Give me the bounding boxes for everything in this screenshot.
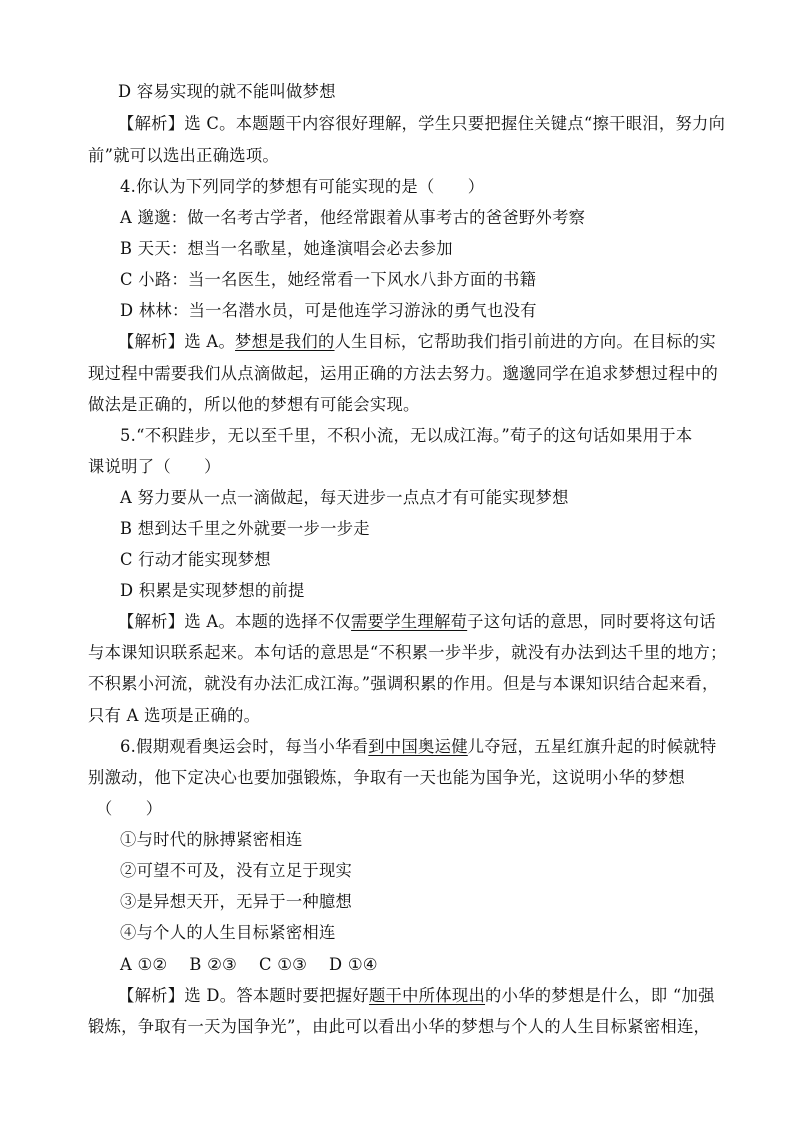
text-line xyxy=(118,332,716,352)
text-segment: A 邈邈：做一名考古学者，他经常跟着从事考古的爸爸野外考察 xyxy=(120,208,586,227)
text-segment: D 林林：当一名潜水员，可是他连学习游泳的勇气也没有 xyxy=(120,301,537,320)
text-line xyxy=(88,1017,710,1037)
text-line xyxy=(96,799,162,819)
text-line xyxy=(88,768,685,788)
text-segment: A ①② B ②③ C ①③ D ①④ xyxy=(120,955,378,974)
text-line xyxy=(120,426,692,446)
text-segment: 儿夺冠，五星红旗升起的时候就特 xyxy=(467,737,717,756)
text-line xyxy=(120,550,271,570)
underlined-text: 梦想是我们的 xyxy=(235,332,335,351)
text-segment: C 小路：当一名医生，她经常看一下风水八卦方面的书籍 xyxy=(120,270,537,289)
underlined-text: 到中国奥运健 xyxy=(368,737,468,756)
text-segment: 锻炼，争取有一天为国争光”，由此可以看出小华的梦想与个人的人生目标紧密相连， xyxy=(88,1017,711,1036)
text-line xyxy=(118,82,336,102)
text-line xyxy=(88,395,420,415)
text-segment: ④与个人的人生目标紧密相连 xyxy=(120,923,336,942)
text-line xyxy=(120,488,569,508)
text-segment: 只有 A 选项是正确的。 xyxy=(88,706,261,725)
text-line xyxy=(120,177,484,197)
underlined-text: 需要学生理解荀 xyxy=(351,612,468,631)
text-segment: D 容易实现的就不能叫做梦想 xyxy=(118,82,336,101)
text-segment: 【解析】选 D。答本题时要把握好 xyxy=(118,986,369,1005)
text-segment: （ ） xyxy=(96,799,163,818)
text-segment: 不积累小河流，就没有办法汇成江海。”强调积累的作用。但是与本课知识结合起来看， xyxy=(88,674,719,693)
text-line xyxy=(118,986,715,1006)
text-line xyxy=(120,955,378,975)
text-segment: B 想到达千里之外就要一步一步走 xyxy=(120,519,370,538)
text-segment: 人生目标，它帮助我们指引前进的方向。在目标的实 xyxy=(334,332,716,351)
text-line xyxy=(120,892,352,912)
text-segment: 【解析】选 C。本题题干内容很好理解，学生只要把握住关键点“擦干眼泪，努力向 xyxy=(118,114,726,133)
text-line xyxy=(88,706,260,726)
text-line xyxy=(120,737,717,757)
text-line xyxy=(120,519,370,539)
text-segment: 做法是正确的，所以他的梦想有可能会实现。 xyxy=(88,395,420,414)
text-line xyxy=(120,923,336,943)
text-line xyxy=(88,364,718,384)
text-segment: 前”就可以选出正确选项。 xyxy=(88,146,280,165)
underlined-text: 题干中所体现出 xyxy=(368,986,486,1005)
text-segment: 6.假期观看奥运会时，每当小华看 xyxy=(120,737,369,756)
text-line xyxy=(120,208,585,228)
text-segment: 5.“不积跬步，无以至千里，不积小流，无以成江海。”荀子的这句话如果用于本 xyxy=(120,426,693,445)
text-segment: 的小华的梦想是什么，即 “加强 xyxy=(485,986,715,1005)
text-segment: 【解析】选 A。本题的选择不仅 xyxy=(118,612,352,631)
text-line xyxy=(120,581,305,601)
text-segment: 现过程中需要我们从点滴做起，运用正确的方法去努力。邈邈同学在追求梦想过程中的 xyxy=(88,364,719,383)
text-segment: ①与时代的脉搏紧密相连 xyxy=(120,830,303,849)
text-segment: 子这句话的意思，同时要将这句话 xyxy=(467,612,716,631)
text-segment: 4.你认为下列同学的梦想有可能实现的是（ ） xyxy=(120,177,485,196)
text-segment: 课说明了（ ） xyxy=(88,457,221,476)
text-segment: ②可望不可及，没有立足于现实 xyxy=(120,861,353,880)
text-line xyxy=(88,146,279,166)
text-line xyxy=(120,270,536,290)
text-line xyxy=(88,643,727,663)
text-line xyxy=(88,457,221,477)
text-segment: D 积累是实现梦想的前提 xyxy=(120,581,305,600)
text-segment: 与本课知识联系起来。本句话的意思是“不积累一步半步，就没有办法到达千里的地方； xyxy=(88,643,727,662)
text-segment: B 天天：想当一名歌星，她逢演唱会必去参加 xyxy=(120,239,453,258)
text-segment: 【解析】选 A。 xyxy=(118,332,236,351)
text-line xyxy=(118,114,725,134)
text-line xyxy=(120,301,537,321)
text-segment: A 努力要从一点一滴做起，每天进步一点点才有可能实现梦想 xyxy=(120,488,569,507)
text-line xyxy=(120,239,453,259)
text-line xyxy=(118,612,716,632)
text-line xyxy=(88,674,719,694)
text-line xyxy=(120,830,302,850)
text-line xyxy=(120,861,352,881)
text-segment: 别激动，他下定决心也要加强锻炼，争取有一天也能为国争光，这说明小华的梦想 xyxy=(88,768,685,787)
text-segment: C 行动才能实现梦想 xyxy=(120,550,271,569)
text-segment: ③是异想天开，无异于一种臆想 xyxy=(120,892,353,911)
